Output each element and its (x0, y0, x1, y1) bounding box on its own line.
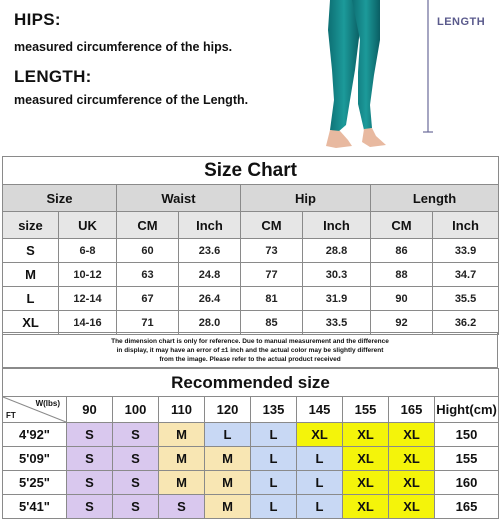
hips-title: HIPS: (14, 10, 61, 29)
recommended-size-cell: M (205, 471, 251, 495)
sub-header-waist-cm: CM (117, 212, 179, 239)
length-inch: 36.2 (433, 311, 499, 335)
height-ft-cell: 5'25" (3, 471, 67, 495)
sub-header-hip-inch: Inch (303, 212, 371, 239)
waist-inch: 28.0 (179, 311, 241, 335)
waist-cm: 71 (117, 311, 179, 335)
sub-header-waist-inch: Inch (179, 212, 241, 239)
sub-header-size: size (3, 212, 59, 239)
length-cm: 90 (371, 287, 433, 311)
legging-product-image (300, 0, 420, 152)
height-ft-cell: 5'41" (3, 495, 67, 519)
recommended-size-cell: L (251, 423, 297, 447)
recommended-size-cell: XL (389, 471, 435, 495)
sub-header-hip-cm: CM (241, 212, 303, 239)
recommended-size-cell: M (205, 495, 251, 519)
length-cm: 92 (371, 311, 433, 335)
recommended-size-cell: XL (343, 447, 389, 471)
hip-inch: 30.3 (303, 263, 371, 287)
height-cm-cell: 160 (435, 471, 499, 495)
recommended-size-cell: S (113, 471, 159, 495)
height-cm-cell: 155 (435, 447, 499, 471)
length-inch: 34.7 (433, 263, 499, 287)
waist-cm: 67 (117, 287, 179, 311)
hip-cm: 85 (241, 311, 303, 335)
length-cm: 86 (371, 239, 433, 263)
recommended-rows (3, 423, 499, 519)
length-description: measured circumference of the Length. (14, 93, 249, 107)
hip-cm: 77 (241, 263, 303, 287)
size-label: S (3, 239, 59, 263)
recommended-size-cell: L (297, 495, 343, 519)
left-foot-shape (326, 130, 352, 148)
sub-header-length-inch: Inch (433, 212, 499, 239)
recommended-size-cell: M (159, 423, 205, 447)
weight-header: 145 (297, 397, 343, 423)
length-cm: 88 (371, 263, 433, 287)
weight-header: 120 (205, 397, 251, 423)
recommended-size-cell: S (67, 471, 113, 495)
left-leg-shape (328, 0, 360, 132)
weight-header: 110 (159, 397, 205, 423)
table-row (3, 471, 499, 495)
size-chart-table (2, 156, 499, 335)
recommended-size-cell: M (205, 447, 251, 471)
height-ft-cell: 4'92" (3, 423, 67, 447)
weight-header: 90 (67, 397, 113, 423)
recommended-size-cell: XL (389, 423, 435, 447)
weight-height-corner (3, 397, 67, 423)
table-row (3, 423, 499, 447)
recommended-size-cell: M (159, 447, 205, 471)
length-title: LENGTH: (14, 67, 92, 86)
table-row (3, 495, 499, 519)
recommended-size-cell: S (159, 495, 205, 519)
weight-header: 165 (389, 397, 435, 423)
recommended-size-cell: S (113, 423, 159, 447)
waist-inch: 24.8 (179, 263, 241, 287)
length-inch: 33.9 (433, 239, 499, 263)
weight-header: 135 (251, 397, 297, 423)
sub-header-length-cm: CM (371, 212, 433, 239)
height-cm-header: Hight(cm) (435, 397, 499, 423)
table-row (3, 239, 499, 263)
group-header-waist: Waist (117, 185, 241, 212)
waist-inch: 23.6 (179, 239, 241, 263)
recommended-size-cell: XL (297, 423, 343, 447)
uk-size: 6-8 (59, 239, 117, 263)
recommended-size-cell: XL (343, 423, 389, 447)
length-label: LENGTH (437, 16, 486, 28)
waist-cm: 63 (117, 263, 179, 287)
uk-size: 10-12 (59, 263, 117, 287)
disclaimer-line: in display, it may have an error of ±1 inch and the actual color may be slightly different (116, 347, 384, 354)
size-chart-title: Size Chart (3, 157, 499, 185)
size-label: XL (3, 311, 59, 335)
length-indicator-line (418, 0, 438, 136)
weight-unit-label: W(lbs) (35, 399, 60, 408)
recommended-size-cell: L (251, 447, 297, 471)
recommended-size-cell: S (67, 423, 113, 447)
uk-size: 14-16 (59, 311, 117, 335)
size-label: L (3, 287, 59, 311)
height-ft-cell: 5'09" (3, 447, 67, 471)
height-cm-cell: 150 (435, 423, 499, 447)
size-label: M (3, 263, 59, 287)
recommended-size-cell: S (67, 447, 113, 471)
hip-inch: 33.5 (303, 311, 371, 335)
recommended-size-cell: XL (343, 471, 389, 495)
recommended-size-cell: XL (343, 495, 389, 519)
sub-header-uk: UK (59, 212, 117, 239)
recommended-size-cell: S (113, 495, 159, 519)
recommended-size-cell: L (297, 471, 343, 495)
hips-description: measured circumference of the hips. (14, 40, 233, 54)
weight-header: 100 (113, 397, 159, 423)
table-row (3, 263, 499, 287)
recommended-size-cell: S (67, 495, 113, 519)
length-inch: 35.5 (433, 287, 499, 311)
right-leg-shape (352, 0, 380, 130)
uk-size: 12-14 (59, 287, 117, 311)
recommended-size-cell: L (251, 471, 297, 495)
height-cm-cell: 165 (435, 495, 499, 519)
recommended-size-cell: M (159, 471, 205, 495)
right-foot-shape (362, 128, 386, 147)
height-unit-label: FT (6, 411, 16, 420)
group-header-hip: Hip (241, 185, 371, 212)
hip-inch: 28.8 (303, 239, 371, 263)
recommended-size-title: Recommended size (3, 369, 499, 397)
table-row (3, 287, 499, 311)
group-header-size: Size (3, 185, 117, 212)
recommended-size-cell: XL (389, 447, 435, 471)
recommended-size-cell: XL (389, 495, 435, 519)
hip-inch: 31.9 (303, 287, 371, 311)
recommended-size-cell: L (297, 447, 343, 471)
recommended-size-cell: L (251, 495, 297, 519)
hip-cm: 73 (241, 239, 303, 263)
disclaimer-note (2, 332, 498, 368)
recommended-size-cell: L (205, 423, 251, 447)
disclaimer-line: from the image. Please refer to the actual product received (159, 356, 341, 363)
recommended-size-cell: S (113, 447, 159, 471)
waist-inch: 26.4 (179, 287, 241, 311)
table-row (3, 311, 499, 335)
weight-header: 155 (343, 397, 389, 423)
disclaimer-line: The dimension chart is only for reference. Due to manual measurement and the difference (111, 338, 389, 345)
recommended-size-table (2, 368, 499, 519)
group-header-length: Length (371, 185, 499, 212)
hip-cm: 81 (241, 287, 303, 311)
table-row (3, 447, 499, 471)
waist-cm: 60 (117, 239, 179, 263)
